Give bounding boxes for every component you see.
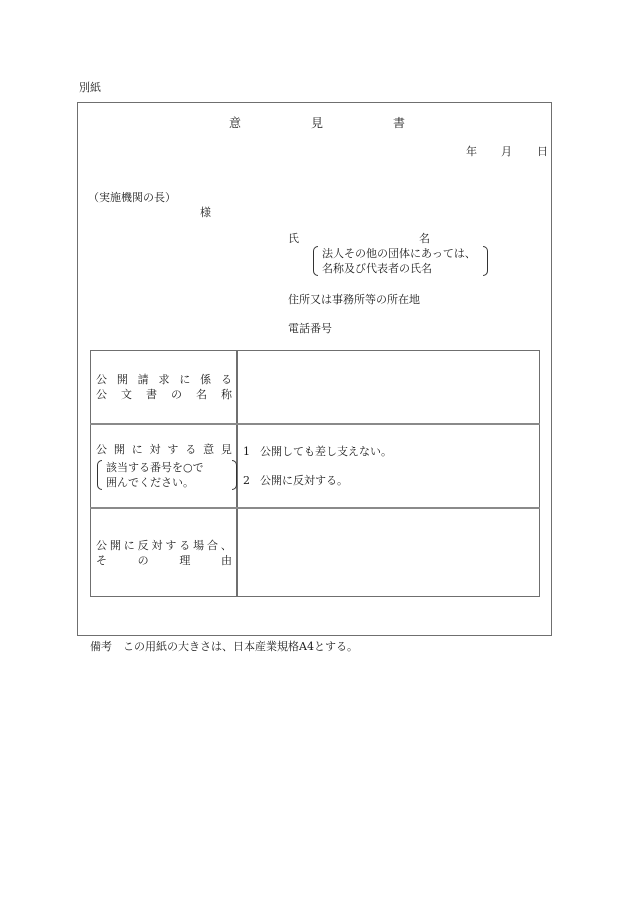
char: 見 xyxy=(220,443,232,456)
char: る xyxy=(179,539,191,552)
table-row-divider xyxy=(90,507,540,509)
name-note-line-2: 名称及び代表者の氏名 xyxy=(322,262,432,275)
char: る xyxy=(220,373,232,386)
char: 公 xyxy=(96,388,107,401)
remark-note: 備考 この用紙の大きさは、日本産業規格A4とする。 xyxy=(90,640,358,653)
option-1-number[interactable]: 1 xyxy=(243,445,250,458)
char: 名 xyxy=(196,388,207,401)
char: 対 xyxy=(151,539,163,552)
char: そ xyxy=(96,554,107,567)
char: 場 xyxy=(193,539,205,552)
title-char-2: 見 xyxy=(311,116,324,130)
row2-header-line1 xyxy=(96,444,232,455)
option-2-number[interactable]: 2 xyxy=(243,474,250,487)
char: 理 xyxy=(179,554,191,567)
char: 請 xyxy=(137,373,149,386)
table-row-divider xyxy=(90,423,540,425)
phone-label: 電話番号 xyxy=(288,322,332,335)
honorific-label: 様 xyxy=(200,206,211,219)
date-year-label: 年 xyxy=(466,145,477,158)
row1-header-line2 xyxy=(96,389,232,400)
date-month-label: 月 xyxy=(501,145,512,158)
name-label-part-1: 氏 xyxy=(288,232,299,245)
row3-header-line1 xyxy=(96,540,232,551)
char: 称 xyxy=(221,388,232,401)
name-note-bracket xyxy=(313,245,488,277)
char: 公 xyxy=(96,373,107,386)
row3-header-line2 xyxy=(96,555,232,566)
char: 公 xyxy=(96,539,107,552)
opinion-note-line-1: 該当する番号を○で xyxy=(106,461,204,474)
objection-reason-field[interactable] xyxy=(240,511,536,593)
row1-header-line1 xyxy=(96,374,232,385)
char: 開 xyxy=(113,443,125,456)
right-bracket-icon xyxy=(483,246,488,276)
char: 開 xyxy=(109,539,121,552)
name-note-line-1: 法人その他の団体にあっては、 xyxy=(322,247,476,260)
char: 係 xyxy=(200,373,212,386)
char: す xyxy=(167,443,179,456)
char: 文 xyxy=(121,388,132,401)
char: 書 xyxy=(146,388,157,401)
char: 対 xyxy=(149,443,161,456)
title-char-3: 書 xyxy=(393,116,406,130)
opinion-note-bracket xyxy=(97,459,233,491)
char: の xyxy=(137,554,149,567)
opinion-note-line-2: 囲んでください。 xyxy=(106,476,194,489)
name-label-part-2: 名 xyxy=(419,232,430,245)
char: 合 xyxy=(207,539,218,552)
char: の xyxy=(171,388,182,401)
char: る xyxy=(185,443,197,456)
left-bracket-icon xyxy=(313,246,318,276)
char: に xyxy=(123,539,135,552)
document-name-field[interactable] xyxy=(240,355,536,420)
char: 開 xyxy=(116,373,128,386)
option-1-label: 公開しても差し支えない。 xyxy=(260,445,392,458)
char: 公 xyxy=(96,443,107,456)
option-2-label: 公開に反対する。 xyxy=(260,474,348,487)
address-label: 住所又は事務所等の所在地 xyxy=(288,293,420,306)
date-day-label: 日 xyxy=(537,145,548,158)
addressee-label: （実施機関の長） xyxy=(88,191,176,204)
char: 、 xyxy=(220,539,232,552)
right-bracket-icon xyxy=(232,460,237,490)
char: 意 xyxy=(203,443,215,456)
attachment-label: 別紙 xyxy=(79,81,101,94)
title-char-1: 意 xyxy=(229,116,242,130)
char: 由 xyxy=(220,554,232,567)
char: 反 xyxy=(137,539,149,552)
char: に xyxy=(131,443,143,456)
char: す xyxy=(165,539,177,552)
char: 求 xyxy=(158,373,170,386)
left-bracket-icon xyxy=(97,460,102,490)
char: に xyxy=(179,373,191,386)
